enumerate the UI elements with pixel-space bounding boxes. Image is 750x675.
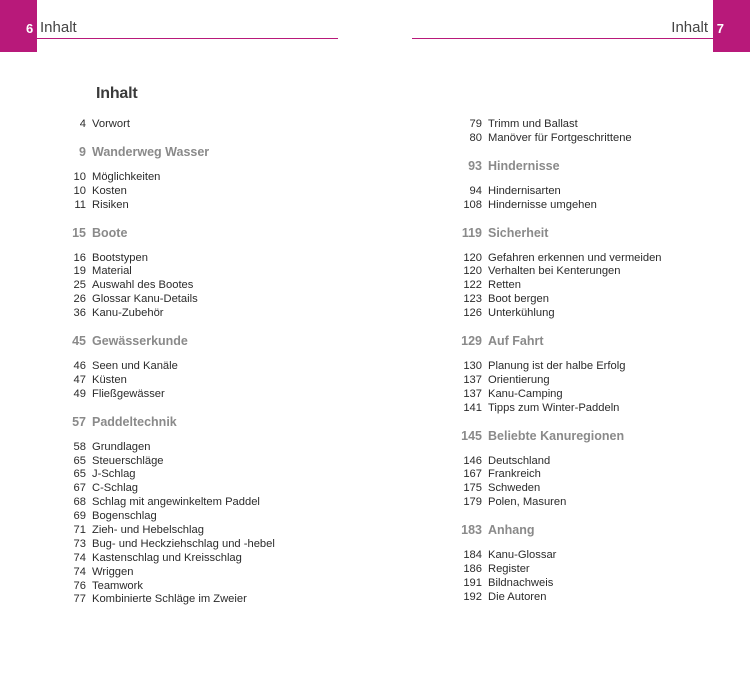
toc-entry-text: Zieh- und Hebelschlag bbox=[92, 524, 204, 537]
toc-page-number: 26 bbox=[73, 293, 86, 306]
toc-entry-text: Wanderweg Wasser bbox=[92, 144, 210, 159]
toc-title: Inhalt bbox=[96, 85, 138, 102]
toc-entry bbox=[436, 118, 736, 132]
toc-entry-text: Kombinierte Schläge im Zweier bbox=[92, 593, 247, 606]
toc-page-number: 184 bbox=[463, 549, 482, 562]
toc-entry-text: C-Schlag bbox=[92, 482, 139, 495]
toc-page-number: 10 bbox=[73, 170, 86, 183]
toc-entry bbox=[40, 252, 330, 266]
toc-entry-text: Küsten bbox=[92, 373, 127, 386]
toc-entry bbox=[40, 293, 330, 307]
toc-page-number: 120 bbox=[463, 265, 482, 278]
toc-entry bbox=[436, 252, 736, 266]
toc-page-number: 57 bbox=[72, 414, 86, 429]
toc-entry-text: Risiken bbox=[92, 198, 129, 211]
toc-entry-text: Frankreich bbox=[488, 468, 541, 481]
toc-page-number: 137 bbox=[463, 387, 482, 400]
toc-entry bbox=[436, 591, 736, 605]
toc-entry bbox=[436, 496, 736, 510]
toc-entry-text: Paddeltechnik bbox=[92, 414, 177, 429]
toc-entry bbox=[40, 482, 330, 496]
toc-page-number: 119 bbox=[461, 225, 482, 240]
right-running-title: Inhalt bbox=[671, 19, 708, 36]
toc-page-number: 65 bbox=[73, 454, 86, 467]
toc-entry bbox=[436, 279, 736, 293]
toc-entry bbox=[436, 293, 736, 307]
toc-page-number: 73 bbox=[73, 537, 86, 550]
toc-entry-text: Verhalten bei Kenterungen bbox=[488, 265, 621, 278]
toc-entry-text: Bogenschlag bbox=[92, 510, 157, 523]
toc-entry-text: J-Schlag bbox=[92, 468, 136, 481]
toc-entry bbox=[40, 360, 330, 374]
toc-entry bbox=[436, 563, 736, 577]
toc-page-number: 76 bbox=[73, 579, 86, 592]
toc-page-number: 65 bbox=[73, 468, 86, 481]
toc-entry bbox=[40, 265, 330, 279]
right-header-rule bbox=[412, 38, 713, 39]
toc-page-number: 167 bbox=[463, 468, 482, 481]
toc-entry-text: Retten bbox=[488, 279, 521, 292]
toc-entry-text: Anhang bbox=[488, 523, 535, 538]
toc-page-number: 69 bbox=[73, 510, 86, 523]
toc-page-number: 68 bbox=[73, 496, 86, 509]
toc-entry bbox=[40, 593, 330, 607]
right-page-header bbox=[412, 0, 750, 40]
toc-entry bbox=[436, 360, 736, 374]
toc-entry-text: Hindernisarten bbox=[488, 184, 561, 197]
toc-page-number: 123 bbox=[463, 293, 482, 306]
toc-page-number: 93 bbox=[468, 158, 482, 173]
toc-entry bbox=[436, 577, 736, 591]
toc-page-number: 36 bbox=[73, 307, 86, 320]
toc-section-heading bbox=[436, 223, 736, 243]
toc-entry-text: Trimm und Ballast bbox=[488, 118, 578, 130]
toc-entry-text: Grundlagen bbox=[92, 440, 151, 453]
toc-section-heading bbox=[40, 331, 330, 351]
toc-section-heading bbox=[40, 412, 330, 432]
toc-entry bbox=[40, 307, 330, 321]
toc-entry bbox=[436, 185, 736, 199]
toc-entry bbox=[40, 171, 330, 185]
toc-entry-text: Sicherheit bbox=[488, 225, 549, 240]
toc-page-number: 77 bbox=[73, 593, 86, 606]
toc-section-heading bbox=[40, 223, 330, 243]
toc-entry bbox=[40, 524, 330, 538]
toc-page-number: 74 bbox=[73, 565, 86, 578]
toc-section-heading bbox=[436, 520, 736, 540]
toc-page-number: 179 bbox=[463, 496, 482, 509]
toc-entry-text: Auf Fahrt bbox=[488, 334, 544, 349]
toc-entry bbox=[40, 118, 330, 132]
toc-page-number: 122 bbox=[463, 279, 482, 292]
toc-entry-text: Boote bbox=[92, 225, 128, 240]
left-running-title: Inhalt bbox=[40, 19, 77, 36]
toc-entry-text: Manöver für Fortgeschrittene bbox=[488, 131, 632, 144]
toc-page-number: 80 bbox=[469, 131, 482, 144]
left-page-number: 6 bbox=[26, 21, 34, 36]
toc-entry-text: Vorwort bbox=[92, 118, 130, 130]
toc-entry bbox=[40, 441, 330, 455]
toc-entry-text: Unterkühlung bbox=[488, 307, 555, 320]
toc-page-number: 67 bbox=[73, 482, 86, 495]
toc-entry-text: Polen, Masuren bbox=[488, 496, 567, 509]
toc-entry bbox=[436, 132, 736, 146]
toc-entry bbox=[40, 374, 330, 388]
toc-entry-text: Tipps zum Winter-Paddeln bbox=[488, 401, 620, 414]
toc-page-number: 74 bbox=[73, 551, 86, 564]
toc-entry-text: Schlag mit angewinkeltem Paddel bbox=[92, 496, 260, 509]
toc-entry-text: Kanu-Camping bbox=[488, 387, 563, 400]
toc-entry-text: Möglichkeiten bbox=[92, 170, 161, 183]
toc-entry-text: Planung ist der halbe Erfolg bbox=[488, 360, 626, 373]
toc-entry-text: Steuerschläge bbox=[92, 454, 164, 467]
toc-page-number: 49 bbox=[73, 387, 86, 400]
toc-page-number: 45 bbox=[72, 334, 86, 349]
toc-page-number: 191 bbox=[463, 576, 482, 589]
toc-entry bbox=[436, 307, 736, 321]
toc-entry bbox=[40, 552, 330, 566]
toc-page-number: 11 bbox=[74, 198, 86, 211]
toc-page-number: 108 bbox=[463, 198, 482, 211]
toc-page-number: 79 bbox=[469, 118, 482, 130]
toc-section-heading bbox=[436, 331, 736, 351]
toc-entry bbox=[40, 538, 330, 552]
toc-left-column bbox=[40, 118, 330, 607]
toc-page-number: 58 bbox=[73, 440, 86, 453]
toc-page-number: 9 bbox=[79, 144, 86, 159]
toc-entry-text: Gefahren erkennen und vermeiden bbox=[488, 251, 662, 264]
toc-page-number: 15 bbox=[72, 225, 86, 240]
toc-entry-text: Schweden bbox=[488, 482, 541, 495]
toc-page-number: 10 bbox=[73, 184, 86, 197]
toc-page-number: 146 bbox=[463, 454, 482, 467]
toc-entry-text: Auswahl des Bootes bbox=[92, 279, 194, 292]
toc-page-number: 126 bbox=[463, 307, 482, 320]
left-page-header bbox=[0, 0, 338, 40]
toc-page-number: 192 bbox=[463, 590, 482, 603]
toc-entry bbox=[40, 496, 330, 510]
right-page-number: 7 bbox=[716, 21, 724, 36]
toc-entry bbox=[436, 549, 736, 563]
toc-entry bbox=[436, 374, 736, 388]
toc-entry bbox=[436, 455, 736, 469]
toc-entry-text: Hindernisse bbox=[488, 158, 560, 173]
toc-section-heading bbox=[436, 426, 736, 446]
toc-entry bbox=[436, 468, 736, 482]
toc-page-number: 47 bbox=[73, 373, 86, 386]
toc-entry bbox=[436, 482, 736, 496]
toc-entry-text: Glossar Kanu-Details bbox=[92, 293, 198, 306]
toc-entry bbox=[40, 468, 330, 482]
toc-right-column bbox=[436, 118, 736, 605]
toc-entry-text: Orientierung bbox=[488, 373, 550, 386]
toc-page-number: 25 bbox=[73, 279, 86, 292]
toc-entry-text: Register bbox=[488, 563, 530, 576]
toc-entry bbox=[436, 199, 736, 213]
toc-page-number: 71 bbox=[73, 524, 86, 537]
toc-entry-text: Bug- und Heckziehschlag und -hebel bbox=[92, 537, 275, 550]
toc-entry bbox=[436, 388, 736, 402]
toc-page-number: 186 bbox=[463, 563, 482, 576]
toc-page-number: 130 bbox=[463, 360, 482, 373]
toc-entry bbox=[40, 199, 330, 213]
toc-entry-text: Die Autoren bbox=[488, 590, 547, 603]
toc-entry-text: Seen und Kanäle bbox=[92, 360, 178, 373]
toc-page-number: 183 bbox=[461, 523, 482, 538]
toc-entry bbox=[40, 279, 330, 293]
toc-entry-text: Material bbox=[92, 265, 132, 278]
toc-entry bbox=[40, 510, 330, 524]
toc-entry-text: Hindernisse umgehen bbox=[488, 198, 597, 211]
toc-page-number: 19 bbox=[73, 265, 86, 278]
toc-entry-text: Beliebte Kanuregionen bbox=[488, 428, 625, 443]
toc-entry-text: Teamwork bbox=[92, 579, 143, 592]
toc-entry bbox=[436, 265, 736, 279]
toc-entry bbox=[40, 455, 330, 469]
toc-page-number: 129 bbox=[461, 334, 482, 349]
toc-page-number: 137 bbox=[463, 373, 482, 386]
toc-entry-text: Bildnachweis bbox=[488, 576, 554, 589]
toc-entry-text: Bootstypen bbox=[92, 251, 148, 264]
toc-entry-text: Fließgewässer bbox=[92, 387, 165, 400]
toc-section-heading bbox=[436, 156, 736, 176]
toc-entry-text: Boot bergen bbox=[488, 293, 549, 306]
toc-entry bbox=[40, 388, 330, 402]
book-gutter bbox=[338, 0, 412, 675]
toc-page-number: 4 bbox=[79, 118, 86, 130]
toc-entry bbox=[40, 580, 330, 594]
toc-page-number: 145 bbox=[461, 428, 482, 443]
toc-entry bbox=[40, 185, 330, 199]
left-header-rule bbox=[37, 38, 338, 39]
toc-page-number: 46 bbox=[73, 360, 86, 373]
toc-section-heading bbox=[40, 142, 330, 162]
toc-entry bbox=[436, 402, 736, 416]
toc-entry-text: Kastenschlag und Kreisschlag bbox=[92, 551, 242, 564]
toc-page-number: 141 bbox=[463, 401, 482, 414]
toc-entry-text: Kosten bbox=[92, 184, 127, 197]
toc-page-number: 120 bbox=[463, 251, 482, 264]
toc-entry-text: Kanu-Zubehör bbox=[92, 307, 164, 320]
toc-page-number: 16 bbox=[73, 251, 86, 264]
toc-entry-text: Wriggen bbox=[92, 565, 134, 578]
toc-page-number: 175 bbox=[463, 482, 482, 495]
toc-entry-text: Kanu-Glossar bbox=[488, 549, 557, 562]
toc-page-number: 94 bbox=[469, 184, 482, 197]
toc-entry bbox=[40, 566, 330, 580]
toc-entry-text: Deutschland bbox=[488, 454, 551, 467]
toc-entry-text: Gewässerkunde bbox=[92, 334, 188, 349]
